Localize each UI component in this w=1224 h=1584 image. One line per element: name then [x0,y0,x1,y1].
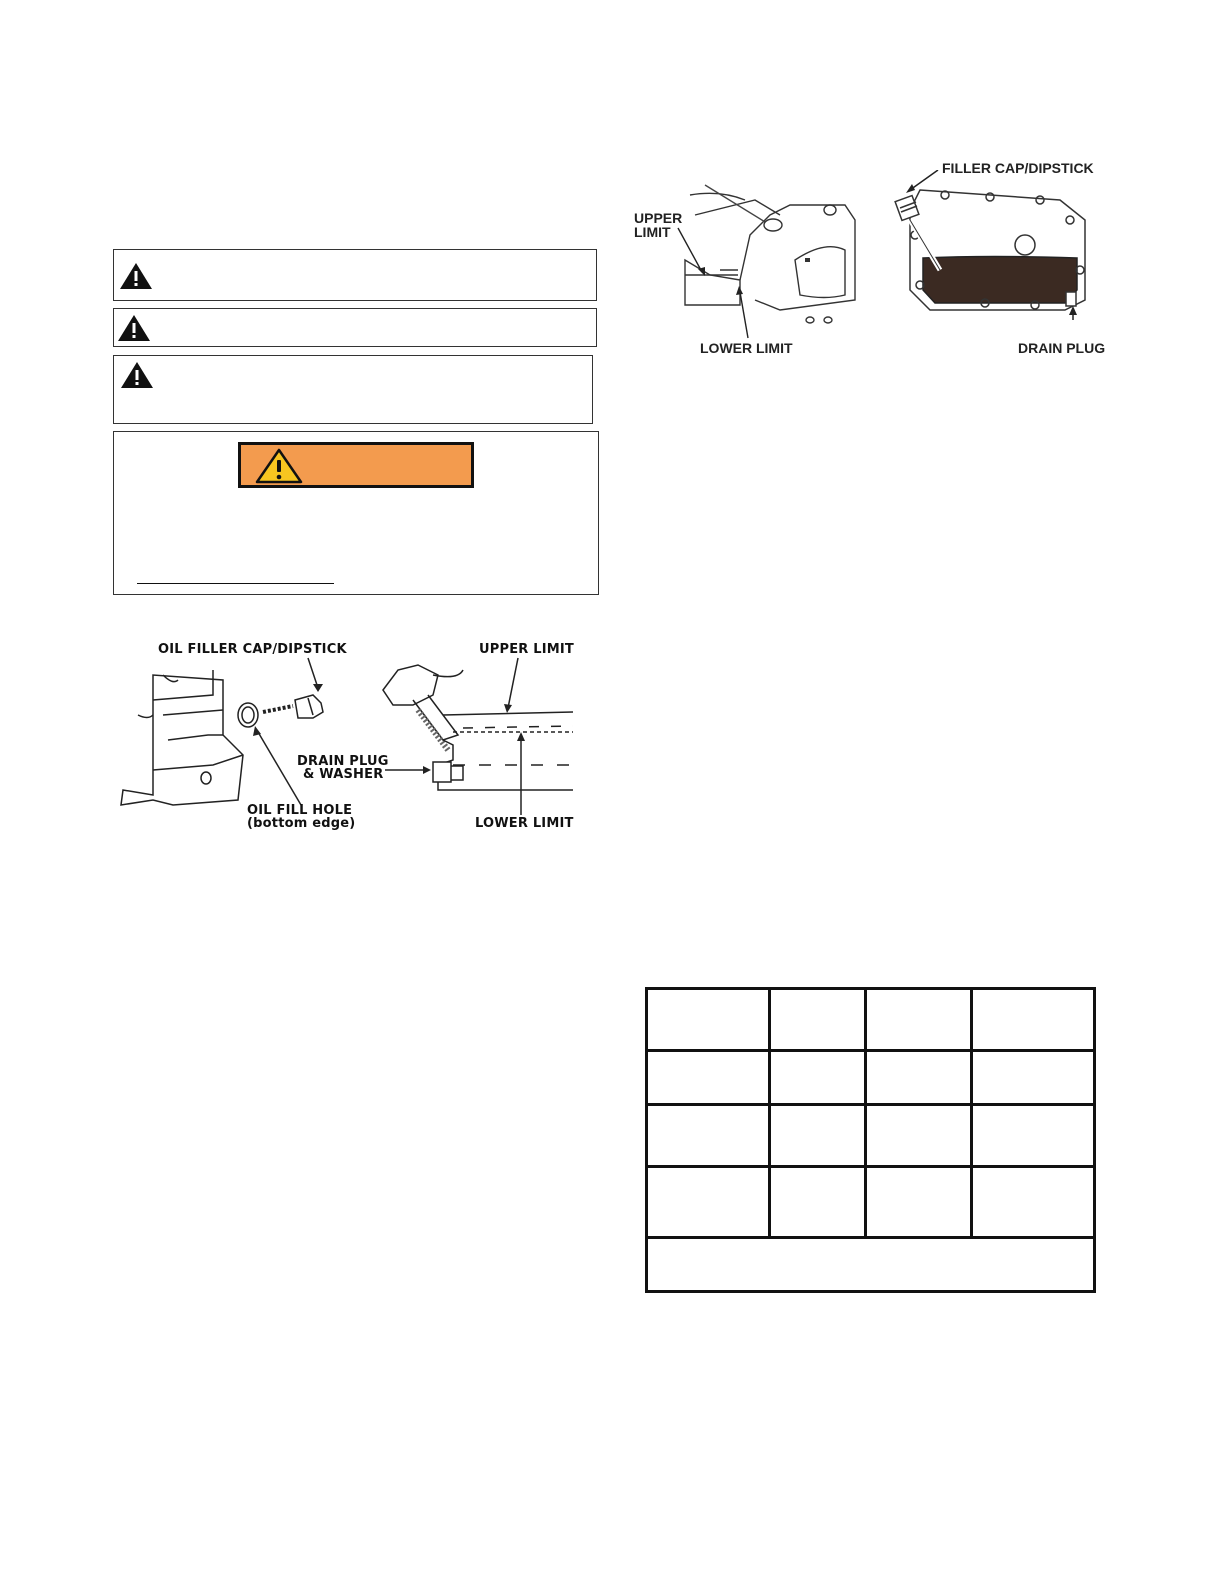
table-cell [647,989,770,1051]
table-cell [770,1051,865,1105]
table-row [647,1167,1095,1238]
table-cell [865,1105,971,1167]
table-cell [971,1105,1094,1167]
table-cell [971,989,1094,1051]
caution-exclamation-icon [255,448,303,484]
label-upper-limit-right-2: LIMIT [634,224,671,240]
warning-box-2 [113,308,597,347]
warning-box-3 [113,355,593,424]
crankcase-illustration-right [890,170,1100,320]
warning-triangle-icon [119,262,153,290]
warning-triangle-icon [120,361,154,389]
table-cell [865,989,971,1051]
label-drain-plug-2: & WASHER [303,767,384,782]
table-row [647,989,1095,1051]
table-row [647,1105,1095,1167]
table-row [647,1051,1095,1105]
table-cell [647,1105,770,1167]
warning-triangle-icon [117,314,151,342]
label-oil-filler: OIL FILLER CAP/DIPSTICK [158,642,347,657]
label-drain-plug-right: DRAIN PLUG [1018,340,1106,356]
label-upper-limit-left: UPPER LIMIT [479,642,574,657]
label-upper-limit-right-1: UPPER [634,210,683,226]
table-cell [770,1167,865,1238]
underline-rule [137,583,334,584]
caution-banner [238,442,474,488]
label-oil-fill-hole-2: (bottom edge) [247,816,356,831]
table-cell [647,1051,770,1105]
table-cell [971,1051,1094,1105]
crankcase-illustration-left [630,180,865,350]
label-oil-fill-hole-1: OIL FILL HOLE [247,803,353,818]
label-filler-cap: FILLER CAP/DIPSTICK [942,160,1094,176]
label-lower-limit-left: LOWER LIMIT [475,816,574,831]
warning-box-1 [113,249,597,301]
table-cell [770,1105,865,1167]
table-cell [647,1167,770,1238]
spec-table [645,987,1096,1293]
table-footer-cell [647,1238,1095,1292]
table-cell [865,1167,971,1238]
table-cell [770,989,865,1051]
label-lower-limit-right: LOWER LIMIT [700,340,793,356]
table-row [647,1238,1095,1292]
table-cell [971,1167,1094,1238]
label-drain-plug-1: DRAIN PLUG [297,754,389,769]
table-cell [865,1051,971,1105]
